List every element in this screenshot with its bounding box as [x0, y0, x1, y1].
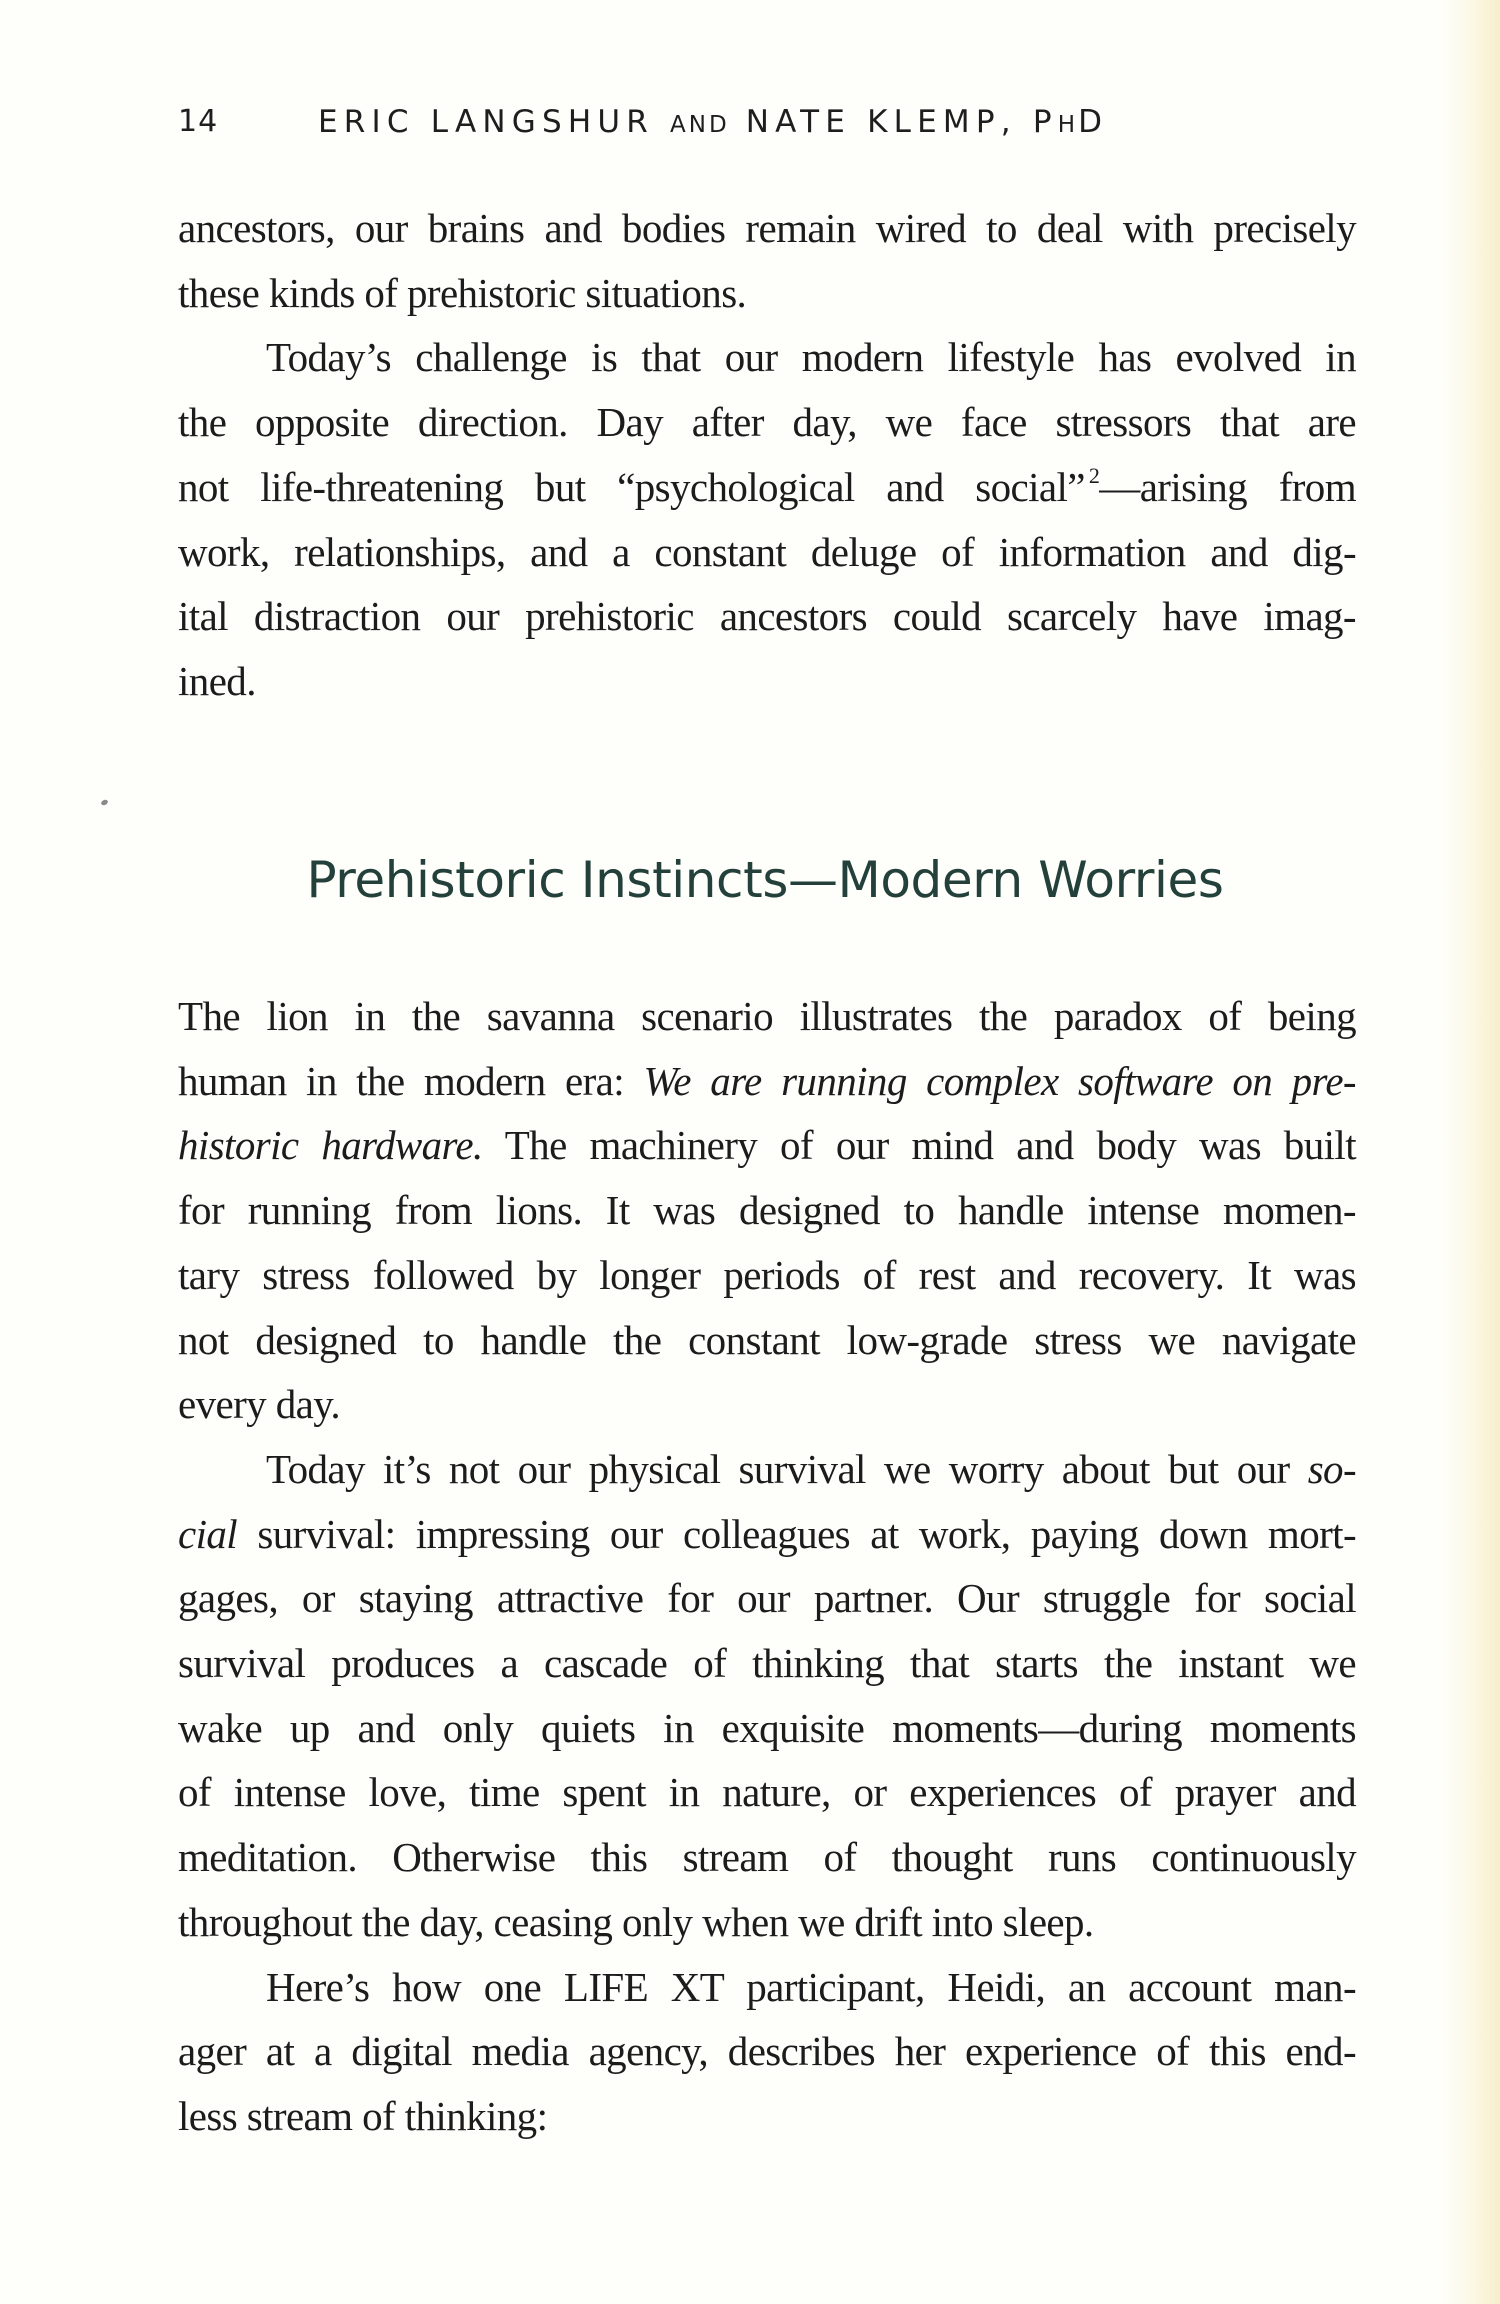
body-line: for running from lions. It was designed to handle intense momen- [178, 1187, 1356, 1234]
line-text: survival: impressing our colleagues at work, paying down mort- [237, 1510, 1356, 1557]
body-line: the opposite direction. Day after day, we face stressors that are [178, 399, 1356, 446]
italic-text: We are running complex software on pre- [643, 1057, 1356, 1104]
italic-text: cial [178, 1510, 238, 1557]
body-line: tary stress followed by longer periods of rest and recovery. It was [178, 1251, 1356, 1298]
body-line [178, 1113, 1356, 1177]
running-header [178, 100, 1278, 140]
conjunction: AND [670, 112, 730, 138]
degree-small-cap: H [1057, 112, 1079, 138]
degree-end: D [1078, 104, 1109, 140]
body-line [178, 455, 1356, 519]
line-text: —arising from [1099, 463, 1356, 510]
body-line [178, 1049, 1356, 1113]
body-line: Today’s challenge is that our modern lifestyle has evolved in [266, 334, 1356, 381]
line-text: Today it’s not our physical survival we worry about but our [266, 1445, 1308, 1492]
body-line: gages, or staying attractive for our partner. Our struggle for social [178, 1575, 1356, 1622]
body-line [178, 1502, 1356, 1566]
body-line [178, 1437, 1356, 1501]
body-line: ager at a digital media agency, describes her experience of this end- [178, 2028, 1356, 2075]
body-line: The lion in the savanna scenario illustrates the paradox of being [178, 993, 1356, 1039]
body-line: ancestors, our brains and bodies remain wired to deal with precisely [178, 205, 1356, 251]
body-line: less stream of thinking: [178, 2092, 548, 2139]
body-line: these kinds of prehistoric situations. [178, 269, 747, 316]
scan-speck [100, 799, 108, 806]
line-text: not life-threatening but “psychological and social” [178, 463, 1085, 510]
body-line: survival produces a cascade of thinking that starts the instant we [178, 1640, 1356, 1686]
line-text: human in the modern era: [178, 1057, 644, 1104]
body-line: meditation. Otherwise this stream of thought runs continuously [178, 1834, 1356, 1881]
body-line: throughout the day, ceasing only when we drift into sleep. [178, 1898, 1094, 1945]
body-line: of intense love, time spent in nature, or experiences of prayer and [178, 1769, 1356, 1816]
italic-text: historic hardware. [178, 1122, 483, 1169]
body-line: wake up and only quiets in exquisite moments—during moments [178, 1704, 1356, 1751]
italic-text: so- [1307, 1445, 1356, 1492]
footnote-ref-2[interactable]: 2 [1088, 462, 1100, 488]
body-line: ined. [178, 657, 256, 704]
line-text: The machinery of our mind and body was built [482, 1122, 1356, 1169]
body-line: work, relationships, and a constant deluge of information and dig- [178, 528, 1356, 575]
page-edge-shading [1440, 0, 1500, 2304]
body-line: Here’s how one LIFE XT participant, Heidi, an account man- [266, 1963, 1356, 2010]
page-number: 14 [178, 104, 219, 139]
body-line: every day. [178, 1381, 341, 1428]
body-line: not designed to handle the constant low-grade stress we navigate [178, 1316, 1356, 1363]
author-1: ERIC LANGSHUR [318, 104, 671, 140]
section-heading: Prehistoric Instincts—Modern Worries [306, 851, 1224, 909]
author-2: NATE KLEMP, P [729, 104, 1058, 140]
running-title [318, 104, 1108, 140]
body-line: ital distraction our prehistoric ancestors could scarcely have imag- [178, 593, 1356, 640]
